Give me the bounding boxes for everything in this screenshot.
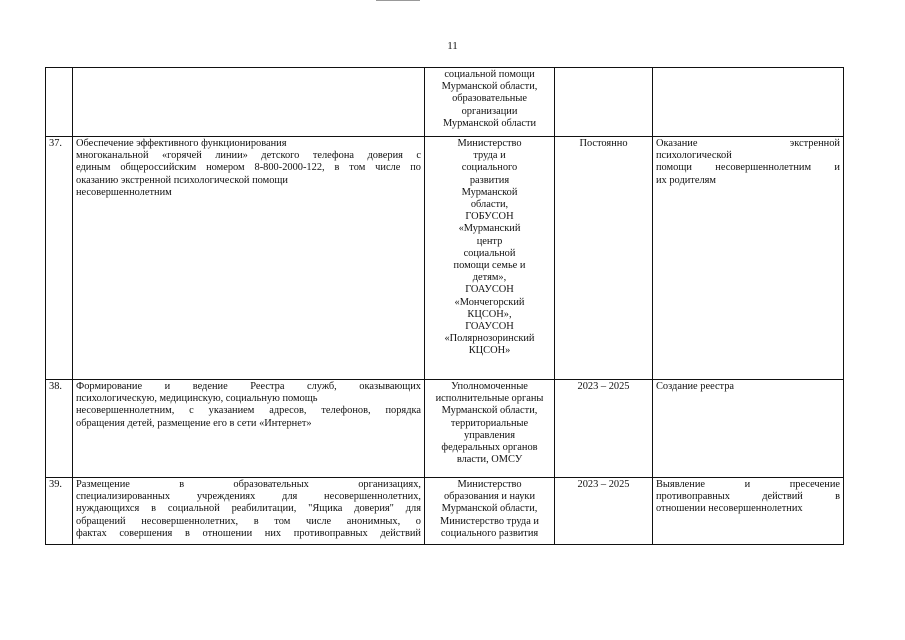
executor-line: КЦСОН» — [468, 345, 511, 357]
page-number: 11 — [447, 40, 458, 52]
event-line: несовершеннолетним, с указанием адресов, телефонов, порядка — [76, 405, 421, 417]
executor-line: центр — [476, 235, 503, 247]
row-number: 37. — [46, 137, 73, 380]
event-line: нуждающихся в социальной реабилитации, "Ящика доверия" для — [76, 503, 421, 515]
executor-line: детям», — [472, 272, 507, 284]
executor-line: области, — [470, 199, 509, 211]
event-line: специализированных учреждениях для несовершеннолетних, — [76, 491, 421, 503]
result-line: помощи несовершеннолетним и — [656, 162, 840, 174]
event-line: психологическую, медицинскую, социальную помощь — [76, 393, 318, 405]
event-cell — [73, 68, 425, 137]
executor-line: Министерство — [457, 138, 522, 149]
executor-line: Мурманской области, — [441, 503, 538, 515]
executor-line: Мурманской — [461, 186, 518, 198]
event-line: обращения детей, размещение его в сети «Интернет» — [76, 417, 312, 429]
result-line: Создание реестра — [656, 381, 735, 392]
result-line: их родителям — [656, 174, 716, 186]
executor-line: организации — [461, 105, 518, 117]
result-line: психологической — [656, 150, 732, 162]
event-cell — [73, 137, 425, 380]
executor-line: «Мончегорский — [454, 296, 525, 308]
executor-cell — [425, 478, 555, 545]
executor-line: исполнительные органы — [435, 393, 544, 405]
term-cell: 2023 – 2025 — [555, 478, 653, 545]
executor-cell — [425, 380, 555, 478]
executor-line: Уполномоченные — [451, 381, 528, 392]
result-line: отношении несовершеннолетних — [656, 503, 803, 515]
executor-cell — [425, 137, 555, 380]
table-row — [46, 380, 844, 478]
executor-line: Мурманской области — [442, 117, 537, 129]
result-line: Выявление и пресечение — [656, 479, 840, 490]
event-cell — [73, 380, 425, 478]
event-line: многоканальной «горячей линии» детского телефона доверия с — [76, 150, 421, 162]
executor-line: территориальные — [450, 417, 529, 429]
table-row — [46, 478, 844, 545]
executor-line: ГОБУСОН — [465, 211, 514, 223]
result-line: Оказание экстренной — [656, 138, 840, 149]
page-top-mark — [376, 0, 420, 3]
row-number: 39. — [46, 478, 73, 545]
event-line: Обеспечение эффективного функционирования — [76, 138, 287, 149]
executor-line: власти, ОМСУ — [456, 454, 523, 466]
executor-line: Мурманской области, — [441, 405, 538, 417]
term-cell: Постоянно — [555, 137, 653, 380]
executor-line: образования и науки — [443, 491, 535, 503]
executor-line: Министерство — [457, 479, 522, 490]
executor-line: КЦСОН», — [467, 308, 512, 320]
result-cell — [653, 137, 844, 380]
executor-cell — [425, 68, 555, 137]
executor-line: ГОАУСОН — [465, 284, 514, 296]
event-cell — [73, 478, 425, 545]
executor-line: социальной — [463, 247, 516, 259]
table-row — [46, 68, 844, 137]
result-cell — [653, 68, 844, 137]
executor-line: Министерство труда и — [440, 515, 539, 527]
executor-line: ГОАУСОН — [465, 321, 514, 333]
executor-line: федеральных органов — [441, 442, 538, 454]
event-line: несовершеннолетним — [76, 186, 172, 198]
event-line: Размещение в образовательных организациях, — [76, 479, 421, 490]
executor-line: социального — [461, 162, 518, 174]
table-body — [46, 68, 844, 545]
result-cell — [653, 380, 844, 478]
row-number: 38. — [46, 380, 73, 478]
executor-line: управления — [463, 429, 516, 441]
row-number — [46, 68, 73, 137]
executor-line: социального развития — [440, 527, 539, 539]
event-line: фактах совершения в отношении них противоправных действий — [76, 527, 421, 539]
event-line: оказанию экстренной психологической помощи — [76, 174, 288, 186]
event-line: Формирование и ведение Реестра служб, оказывающих — [76, 381, 421, 392]
term-cell — [555, 68, 653, 137]
result-cell — [653, 478, 844, 545]
executor-line: Мурманской области, — [441, 81, 538, 93]
executor-line: социальной помощи — [444, 69, 535, 80]
term-cell: 2023 – 2025 — [555, 380, 653, 478]
result-line: противоправных действий в — [656, 491, 840, 503]
activities-table — [45, 67, 844, 545]
executor-line: помощи семье и — [453, 260, 526, 272]
executor-line: «Мурманский — [458, 223, 521, 235]
table-row — [46, 137, 844, 380]
executor-line: развития — [469, 174, 510, 186]
event-line: единым общероссийским номером 8-800-2000-122, в том числе по — [76, 162, 421, 174]
executor-line: «Полярнозоринский — [444, 333, 535, 345]
executor-line: труда и — [473, 150, 506, 162]
executor-line: образовательные — [452, 93, 527, 105]
event-line: обращений несовершеннолетних, в том числе анонимных, о — [76, 515, 421, 527]
